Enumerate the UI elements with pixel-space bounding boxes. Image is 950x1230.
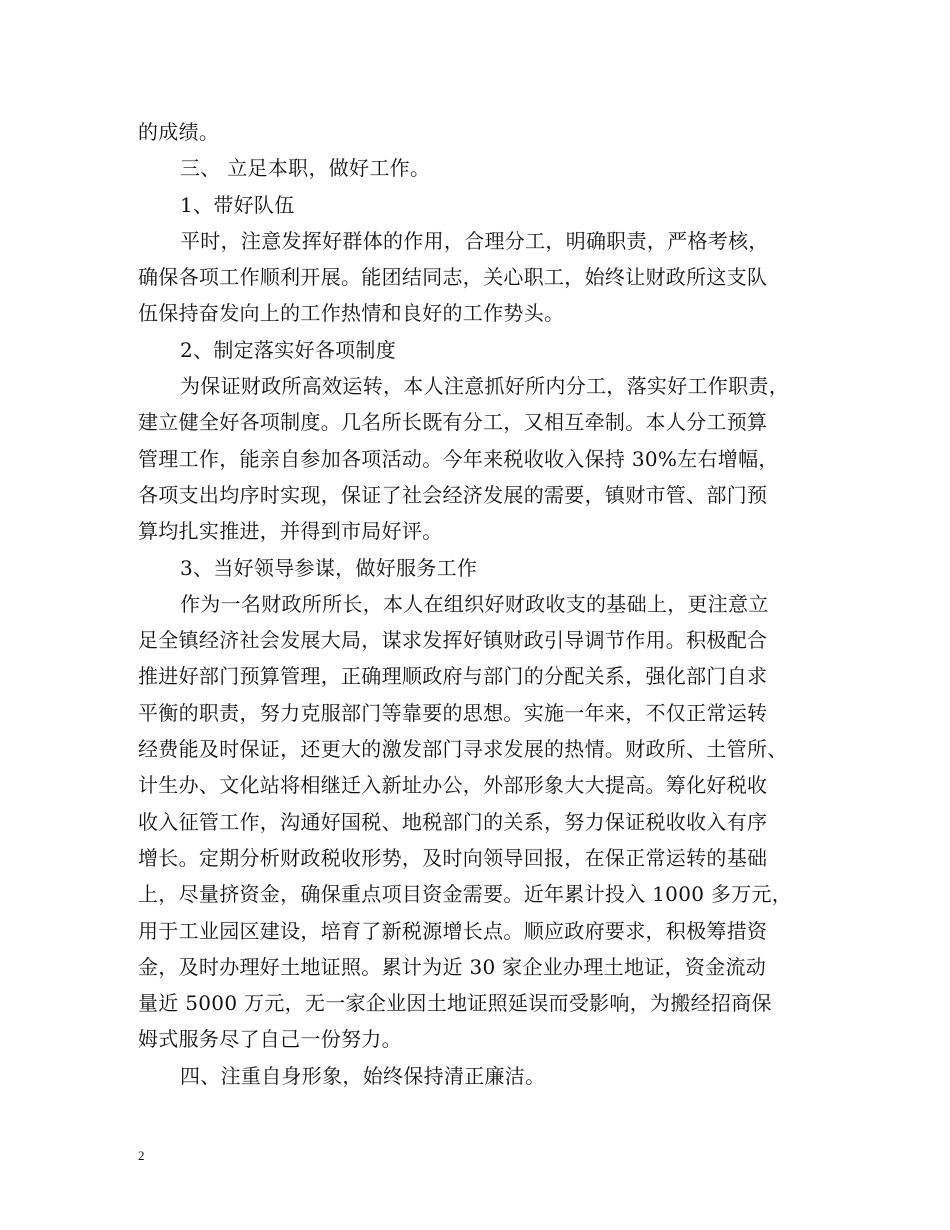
text-line: 量近 5000 万元，无一家企业因土地证照延误而受影响，为搬经招商保 (138, 991, 772, 1016)
text-line: 伍保持奋发向上的工作热情和良好的工作势头。 (138, 301, 565, 326)
paragraph-first-line: 为保证财政所高效运转，本人注意抓好所内分工，落实好工作职责， (180, 374, 789, 399)
text-line: 推进好部门预算管理，正确理顺政府与部门的分配关系，强化部门自求 (138, 664, 768, 689)
paragraph-first-line: 作为一名财政所所长，本人在组织好财政收支的基础上，更注意立 (180, 591, 769, 616)
text-line: 上，尽量挤资金，确保重点项目资金需要。近年累计投入 1000 多万元， (138, 882, 793, 907)
text-line: 经费能及时保证，还更大的激发部门寻求发展的热情。财政所、土管所、 (138, 737, 788, 762)
text-line: 足全镇经济社会发展大局，谋求发挥好镇财政引导调节作用。积极配合 (138, 628, 768, 653)
text-line: 各项支出均序时实现，保证了社会经济发展的需要，镇财市管、部门预 (138, 482, 768, 507)
subsection-heading: 3、当好领导参谋，做好服务工作 (180, 555, 478, 580)
paragraph-first-line: 平时，注意发挥好群体的作用，合理分工，明确职责，严格考核， (180, 228, 769, 253)
document-body (138, 114, 830, 1094)
text-line: 平衡的职责，努力克服部门等靠要的思想。实施一年来，不仅正常运转 (138, 700, 768, 725)
text-line: 增长。定期分析财政税收形势，及时向领导回报，在保正常运转的基础 (138, 845, 768, 870)
subsection-heading: 1、带好队伍 (180, 192, 295, 217)
text-line: 计生办、文化站将相继迁入新址办公，外部形象大大提高。筹化好税收 (138, 773, 768, 798)
text-line: 用于工业园区建设，培育了新税源增长点。顺应政府要求，积极筹措资 (138, 918, 768, 943)
text-line: 算均扎实推进，并得到市局好评。 (138, 519, 443, 544)
text-line: 金，及时办理好土地证照。累计为近 30 家企业办理土地证，资金流动 (138, 954, 767, 979)
subsection-heading: 2、制定落实好各项制度 (180, 337, 397, 362)
text-line: 建立健全好各项制度。几名所长既有分工，又相互牵制。本人分工预算 (138, 410, 768, 435)
section-heading: 三、 立足本职，做好工作。 (180, 156, 431, 181)
text-line: 确保各项工作顺利开展。能团结同志，关心职工，始终让财政所这支队 (138, 265, 768, 290)
text-line: 姆式服务尽了自己一份努力。 (138, 1027, 402, 1052)
text-line: 收入征管工作，沟通好国税、地税部门的关系，努力保证税收收入有序 (138, 809, 768, 834)
text-line: 管理工作，能亲自参加各项活动。今年来税收收入保持 30%左右增幅， (138, 446, 779, 471)
section-heading: 四、注重自身形象，始终保持清正廉洁。 (180, 1063, 546, 1088)
text-line: 的成绩。 (138, 120, 220, 144)
page-number: 2 (138, 1148, 145, 1163)
